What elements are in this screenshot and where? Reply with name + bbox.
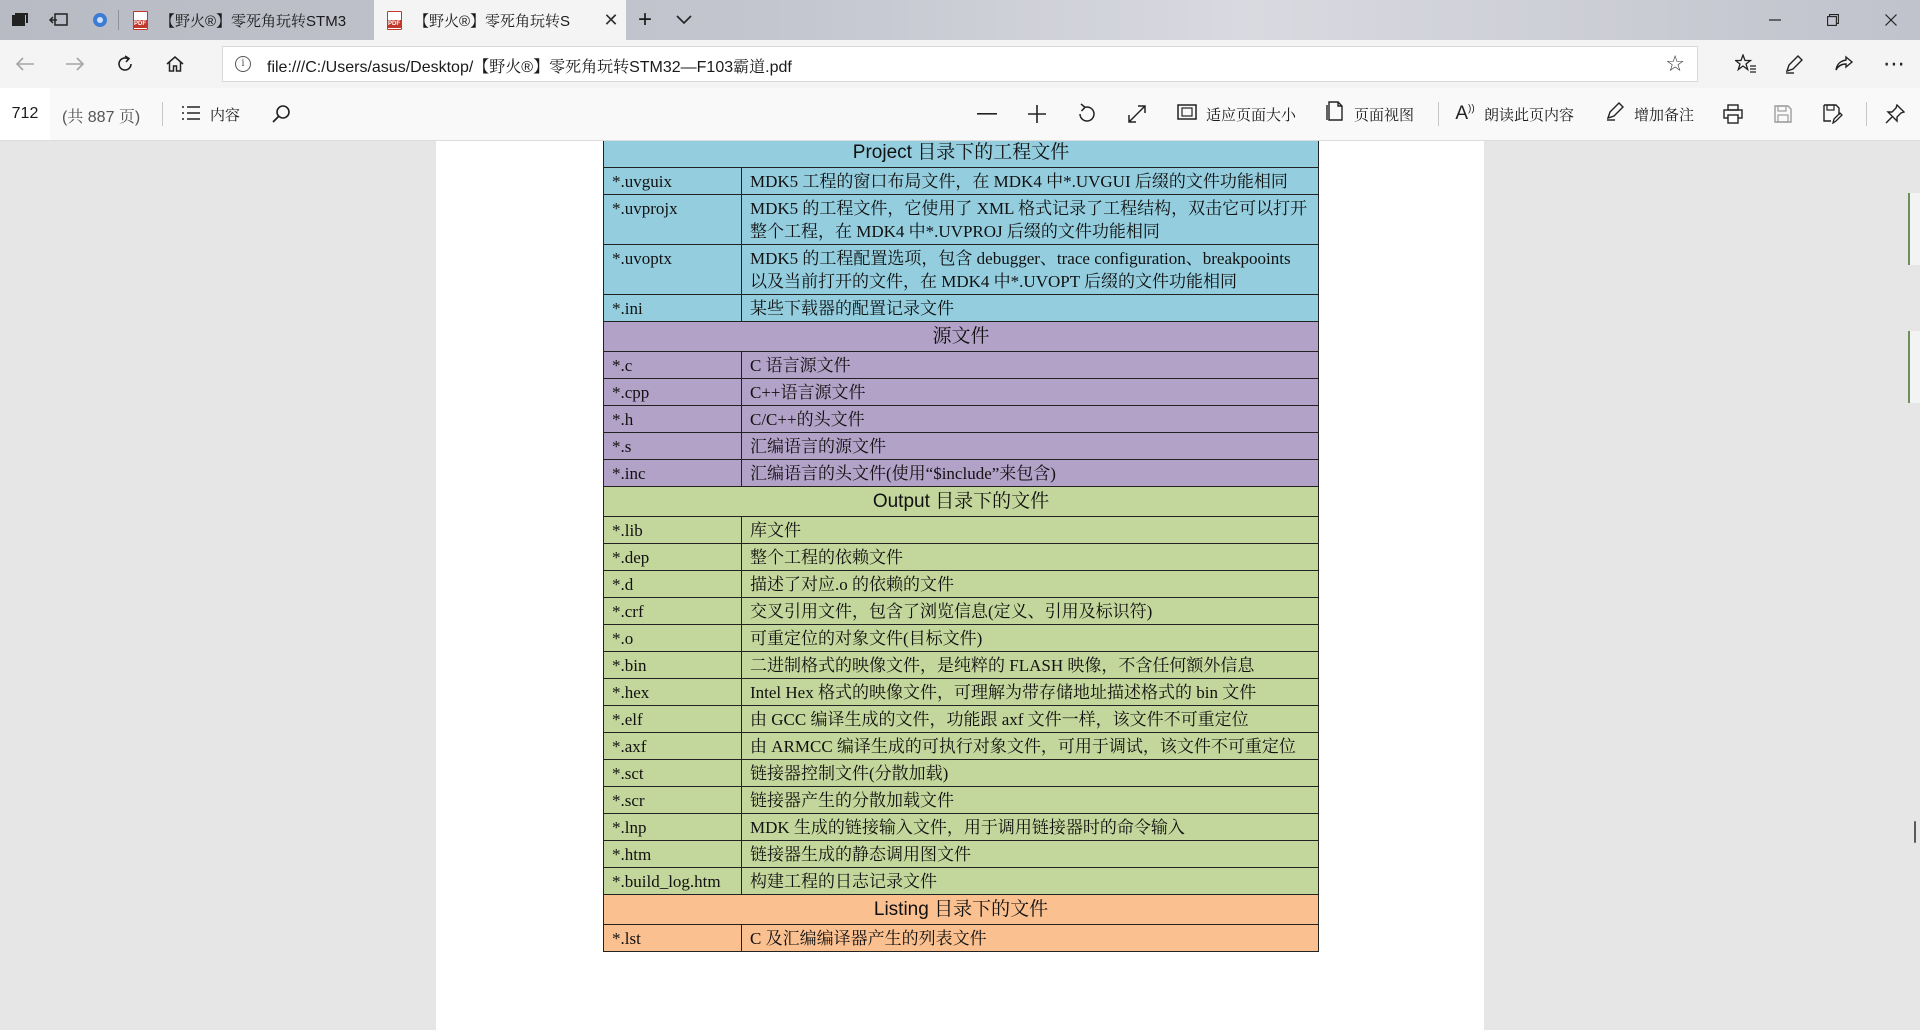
section-header: Output 目录下的文件 [604,487,1319,517]
table-row [604,406,1319,433]
file-description: C 语言源文件 [742,352,1319,379]
contents-button[interactable] [180,88,240,140]
pin-toolbar-icon[interactable] [1880,100,1910,128]
page-view-icon [1324,101,1346,127]
table-row [604,460,1319,487]
file-description: 由 GCC 编译生成的文件，功能跟 axf 文件一样，该文件不可重定位 [742,706,1319,733]
notes-pen-icon[interactable] [1776,50,1812,78]
table-row [604,195,1319,245]
rotate-icon[interactable] [1072,100,1102,128]
file-extension: *.scr [604,787,742,814]
file-extension: *.dep [604,544,742,571]
fit-page-button[interactable] [1176,88,1296,140]
file-extension: *.build_log.htm [604,868,742,895]
file-extension: *.sct [604,760,742,787]
file-description: 链接器生成的静态调用图文件 [742,841,1319,868]
section-header-row [604,895,1319,925]
set-aside-tabs-icon[interactable] [47,8,71,32]
table-row [604,652,1319,679]
fit-page-label: 适应页面大小 [1206,106,1297,124]
table-row [604,625,1319,652]
read-aloud-icon: A)) [1455,103,1475,124]
address-bar [0,40,1920,88]
file-extension: *.elf [604,706,742,733]
refresh-button[interactable] [110,50,140,78]
page-thumbnail-marker[interactable] [1908,193,1920,265]
table-row [604,295,1319,322]
document-viewport[interactable] [0,141,1920,1030]
table-row [604,679,1319,706]
tab-dropdown-icon[interactable] [672,8,696,32]
save-icon[interactable] [1768,100,1798,128]
print-icon[interactable] [1718,100,1748,128]
file-description: MDK5 的工程配置选项，包含 debugger、trace configuration、breakpooints 以及当前打开的文件，在 MDK4 中*.UVOPT 后缀的文件功能相同 [742,245,1319,295]
table-row [604,706,1319,733]
minimize-button[interactable] [1746,0,1804,40]
file-description: 由 ARMCC 编译生成的可执行对象文件，可用于调试，该文件不可重定位 [742,733,1319,760]
file-description: 链接器控制文件(分散加载) [742,760,1319,787]
add-notes-label: 增加备注 [1634,106,1695,124]
tab-document-1[interactable] [120,0,372,40]
home-button[interactable] [160,50,190,78]
table-row [604,925,1319,952]
file-description: MDK5 的工程文件，它使用了 XML 格式记录了工程结构，双击它可以打开整个工程，在 MDK4 中*.UVPROJ 后缀的文件功能相同 [742,195,1319,245]
file-extension: *.htm [604,841,742,868]
table-row [604,571,1319,598]
table-row [604,379,1319,406]
read-aloud-label: 朗读此页内容 [1484,106,1575,124]
file-description: 整个工程的依赖文件 [742,544,1319,571]
file-description: Intel Hex 格式的映像文件，可理解为带存储地址描述格式的 bin 文件 [742,679,1319,706]
fit-page-icon [1176,103,1198,126]
table-row [604,245,1319,295]
table-row [604,733,1319,760]
search-icon[interactable] [266,100,296,128]
table-row [604,814,1319,841]
zoom-out-icon[interactable] [972,100,1002,128]
tab-list-icon[interactable] [8,8,32,32]
table-row [604,517,1319,544]
pdf-file-icon [132,11,148,29]
table-row [604,760,1319,787]
section-header: Project 目录下的工程文件 [604,141,1319,168]
file-extension: *.axf [604,733,742,760]
restore-button[interactable] [1804,0,1862,40]
file-extension: *.h [604,406,742,433]
table-row [604,598,1319,625]
file-description: MDK5 工程的窗口布局文件，在 MDK4 中*.UVGUI 后缀的文件功能相同 [742,168,1319,195]
section-header-row [604,487,1319,517]
title-bar [0,0,1920,40]
file-description: MDK 生成的链接输入文件，用于调用链接器时的命令输入 [742,814,1319,841]
gear-icon[interactable] [88,8,112,32]
section-header: 源文件 [604,322,1319,352]
add-notes-button[interactable] [1604,88,1694,140]
file-extension: *.o [604,625,742,652]
more-options-icon[interactable]: ⋯ [1883,51,1905,76]
file-description: C 及汇编编译器产生的列表文件 [742,925,1319,952]
back-button[interactable] [10,50,40,78]
page-total: (共 887 页) [62,109,141,126]
table-row [604,868,1319,895]
url-text[interactable]: file:///C:/Users/asus/Desktop/【野火®】零死角玩转STM32—F103霸道.pdf [267,59,792,76]
section-header-row [604,141,1319,168]
list-icon [180,103,202,126]
page-thumbnail-marker[interactable] [1908,331,1920,403]
file-extension: *.lst [604,925,742,952]
table-row [604,433,1319,460]
file-extension: *.d [604,571,742,598]
file-description: C++语言源文件 [742,379,1319,406]
file-description: 二进制格式的映像文件，是纯粹的 FLASH 映像，不含任何额外信息 [742,652,1319,679]
file-description: 汇编语言的头文件(使用“$include”来包含) [742,460,1319,487]
tab-title: 【野火®】零死角玩转S [414,12,571,30]
file-description: 某些下载器的配置记录文件 [742,295,1319,322]
table-row [604,352,1319,379]
file-extension: *.bin [604,652,742,679]
page-number-input[interactable]: 712 [0,88,50,140]
read-aloud-button[interactable] [1454,88,1574,140]
favorite-star-icon[interactable]: ☆ [1665,51,1685,76]
file-description: 链接器产生的分散加载文件 [742,787,1319,814]
pdf-file-icon [386,11,402,29]
file-extension: *.c [604,352,742,379]
file-extension: *.inc [604,460,742,487]
section-header-row [604,322,1319,352]
save-as-icon[interactable] [1818,100,1848,128]
file-description: 交叉引用文件，包含了浏览信息(定义、引用及标识符) [742,598,1319,625]
file-type-table [603,141,1319,952]
table-row [604,787,1319,814]
file-extension: *.lnp [604,814,742,841]
file-extension: *.crf [604,598,742,625]
new-tab-icon[interactable]: + [637,6,652,33]
table-row [604,544,1319,571]
file-extension: *.hex [604,679,742,706]
table-row [604,841,1319,868]
forward-button[interactable] [60,50,90,78]
pen-icon [1604,101,1626,127]
contents-label: 内容 [210,106,241,124]
file-description: C/C++的头文件 [742,406,1319,433]
file-extension: *.lib [604,517,742,544]
url-field[interactable] [222,46,1698,82]
fullscreen-icon[interactable] [1122,100,1152,128]
favorites-list-icon[interactable] [1728,50,1764,78]
file-description: 描述了对应.o 的依赖的文件 [742,571,1319,598]
tab-document-2[interactable] [374,0,626,40]
pdf-toolbar [0,88,1920,141]
file-extension: *.s [604,433,742,460]
file-extension: *.uvguix [604,168,742,195]
file-extension: *.cpp [604,379,742,406]
close-window-button[interactable] [1862,0,1920,40]
page-view-button[interactable] [1324,88,1414,140]
section-header: Listing 目录下的文件 [604,895,1319,925]
file-description: 汇编语言的源文件 [742,433,1319,460]
file-description: 库文件 [742,517,1319,544]
file-extension: *.uvprojx [604,195,742,245]
table-row [604,168,1319,195]
close-icon[interactable]: ✕ [603,9,619,30]
file-description: 可重定位的对象文件(目标文件) [742,625,1319,652]
file-extension: *.uvoptx [604,245,742,295]
file-extension: *.ini [604,295,742,322]
info-icon[interactable]: i [235,56,251,72]
file-description: 构建工程的日志记录文件 [742,868,1319,895]
scrollbar-thumb[interactable] [1914,821,1916,843]
zoom-in-icon[interactable] [1022,100,1052,128]
page-view-label: 页面视图 [1354,106,1415,124]
tab-title: 【野火®】零死角玩转STM3 [160,12,347,30]
share-icon[interactable] [1826,50,1862,78]
